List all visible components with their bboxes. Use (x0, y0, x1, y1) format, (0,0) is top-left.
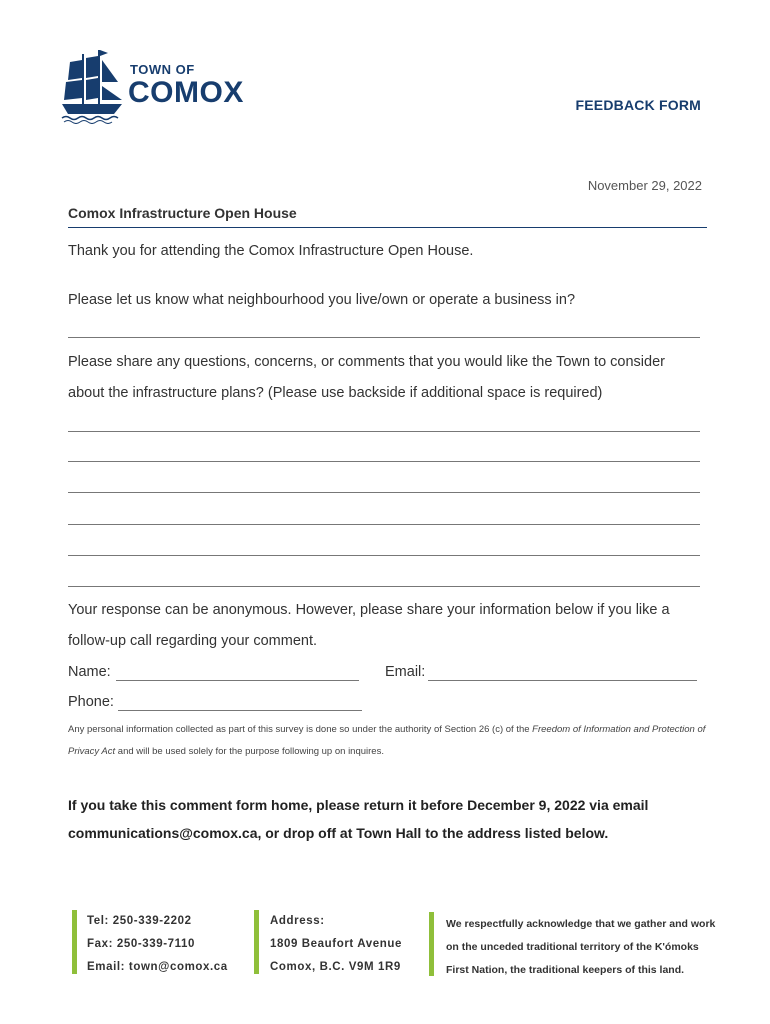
answer-line-comments[interactable] (68, 492, 700, 493)
footer-address-line-1: 1809 Beaufort Avenue (270, 938, 402, 950)
intro-text: Thank you for attending the Comox Infrastructure Open House. (68, 243, 474, 259)
logo-town-of: TOWN OF (130, 62, 195, 77)
answer-line-comments[interactable] (68, 586, 700, 587)
email-label: Email: (385, 664, 426, 680)
anonymous-note-line-2: follow-up call regarding your comment. (68, 633, 318, 649)
return-notice (68, 791, 708, 847)
land-acknowledgement (446, 913, 715, 982)
answer-line-neighbourhood[interactable] (68, 337, 700, 338)
phone-field[interactable] (118, 710, 362, 711)
return-notice-line-1: If you take this comment form home, please return it before December 9, 2022 via email (68, 797, 649, 813)
name-field[interactable] (116, 680, 359, 681)
anonymous-note-line-1: Your response can be anonymous. However, please share your information below if you like a (68, 602, 670, 618)
footer-accent-bar (72, 910, 77, 974)
footer-address (270, 910, 402, 979)
email-field[interactable] (428, 680, 697, 681)
town-logo (60, 48, 260, 124)
logo-comox: COMOX (128, 76, 244, 109)
footer-accent-bar (254, 910, 259, 974)
question-comments-line-1: Please share any questions, concerns, or comments that you would like the Town to consider (68, 354, 665, 370)
sailing-ship-icon (60, 48, 126, 124)
phone-label: Phone: (68, 694, 114, 710)
return-notice-line-2: communications@comox.ca, or drop off at Town Hall to the address listed below. (68, 825, 609, 841)
privacy-text: Any personal information collected as part of this survey is done so under the authority of Section 26 (c) of the (68, 724, 533, 735)
answer-line-comments[interactable] (68, 555, 700, 556)
privacy-act-name: Freedom of Information and Protection of Privacy Act (68, 724, 706, 757)
title-divider (68, 227, 707, 228)
form-title: Comox Infrastructure Open House (68, 205, 297, 221)
land-acknowledgement-line-3: First Nation, the traditional keepers of this land. (446, 964, 685, 976)
name-label: Name: (68, 664, 111, 680)
privacy-notice (68, 719, 708, 763)
footer-address-label: Address: (270, 915, 325, 927)
footer-tel: Tel: 250-339-2202 (87, 915, 192, 927)
footer-accent-bar (429, 912, 434, 976)
land-acknowledgement-line-1: We respectfully acknowledge that we gather and work (446, 918, 716, 930)
footer-contact (87, 910, 228, 979)
answer-line-comments[interactable] (68, 524, 700, 525)
land-acknowledgement-line-2: on the unceded traditional territory of the K'ómoks (446, 941, 699, 953)
question-neighbourhood: Please let us know what neighbourhood you live/own or operate a business in? (68, 292, 576, 308)
form-type-label: FEEDBACK FORM (575, 97, 701, 113)
privacy-text: and will be used solely for the purpose following up on inquires. (115, 746, 384, 757)
question-comments-line-2: about the infrastructure plans? (Please use backside if additional space is required) (68, 385, 603, 401)
footer-address-line-2: Comox, B.C. V9M 1R9 (270, 961, 401, 973)
answer-line-comments[interactable] (68, 431, 700, 432)
answer-line-comments[interactable] (68, 461, 700, 462)
footer-email: Email: town@comox.ca (87, 961, 228, 973)
footer-fax: Fax: 250-339-7110 (87, 938, 196, 950)
form-date: November 29, 2022 (587, 178, 702, 193)
